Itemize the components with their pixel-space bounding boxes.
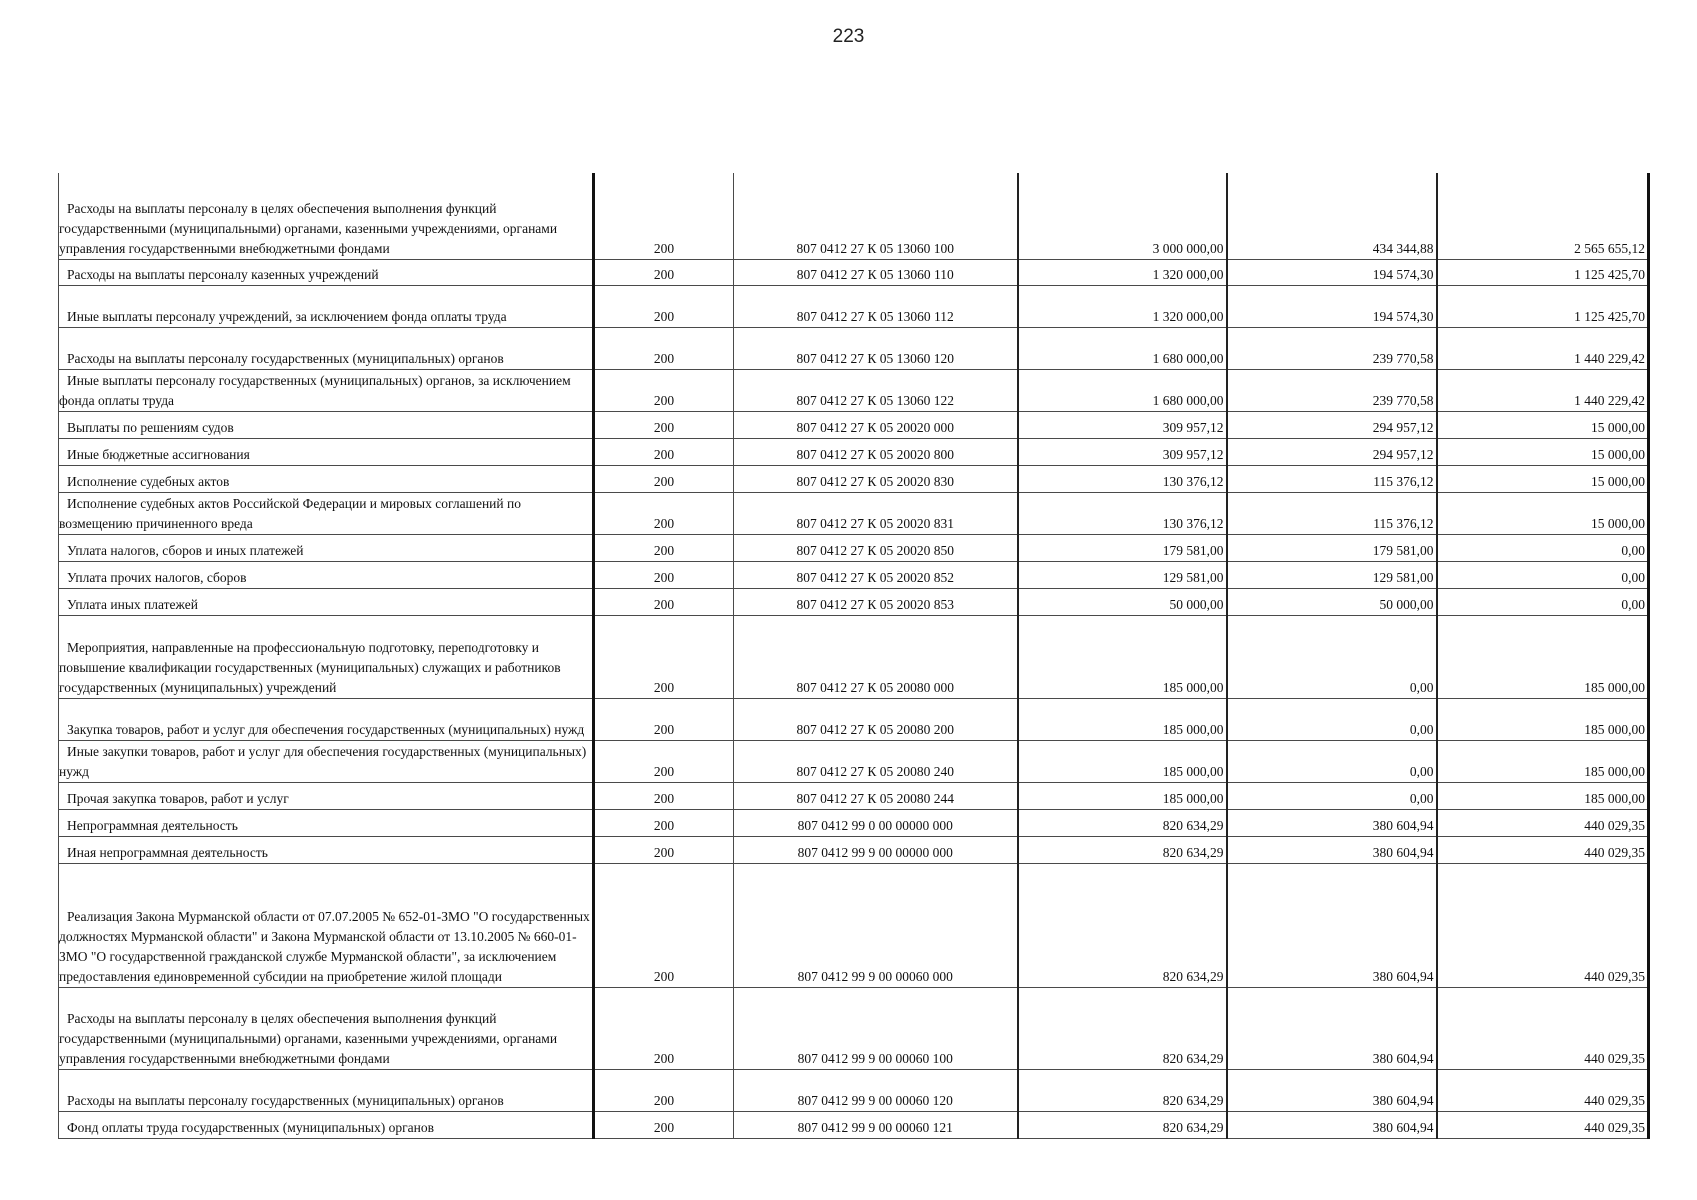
table-row xyxy=(59,465,1649,492)
line-code-cell: 200 xyxy=(594,369,734,411)
table-row xyxy=(59,782,1649,809)
executed-amount-cell: 0,00 xyxy=(1227,740,1437,782)
approved-amount-cell: 820 634,29 xyxy=(1018,809,1227,836)
line-code-cell: 200 xyxy=(594,782,734,809)
classification-code-cell: 807 0412 27 К 05 13060 112 xyxy=(734,285,1018,327)
line-code-cell: 200 xyxy=(594,534,734,561)
line-code-cell: 200 xyxy=(594,987,734,1069)
executed-amount-cell: 115 376,12 xyxy=(1227,492,1437,534)
classification-code-cell: 807 0412 99 9 00 00000 000 xyxy=(734,836,1018,863)
approved-amount-cell: 820 634,29 xyxy=(1018,987,1227,1069)
line-code-cell: 200 xyxy=(594,173,734,259)
executed-amount-cell: 194 574,30 xyxy=(1227,259,1437,285)
approved-amount-cell: 820 634,29 xyxy=(1018,1111,1227,1138)
unexecuted-amount-cell: 440 029,35 xyxy=(1437,987,1649,1069)
executed-amount-cell: 179 581,00 xyxy=(1227,534,1437,561)
approved-amount-cell: 1 680 000,00 xyxy=(1018,327,1227,369)
line-code-cell: 200 xyxy=(594,588,734,615)
executed-amount-cell: 380 604,94 xyxy=(1227,1069,1437,1111)
budget-execution-table xyxy=(58,173,1650,1139)
classification-code-cell: 807 0412 27 К 05 13060 120 xyxy=(734,327,1018,369)
executed-amount-cell: 380 604,94 xyxy=(1227,809,1437,836)
classification-code-cell: 807 0412 99 0 00 00000 000 xyxy=(734,809,1018,836)
approved-amount-cell: 1 680 000,00 xyxy=(1018,369,1227,411)
unexecuted-amount-cell: 2 565 655,12 xyxy=(1437,173,1649,259)
line-code-cell: 200 xyxy=(594,698,734,740)
unexecuted-amount-cell: 185 000,00 xyxy=(1437,698,1649,740)
classification-code-cell: 807 0412 27 К 05 20020 800 xyxy=(734,438,1018,465)
expense-name-cell: Реализация Закона Мурманской области от 07.07.2005 № 652-01-ЗМО "О государственных должностях Мурманской области" и Закона Мурманской области от 13.10.2005 № 660-01-ЗМО "О государственной гражданской службе Мурманской области", за исключением предоставления единовременной субсидии на приобретение жилой площади xyxy=(59,863,594,987)
executed-amount-cell: 0,00 xyxy=(1227,782,1437,809)
table-row xyxy=(59,492,1649,534)
expense-name-cell: Закупка товаров, работ и услуг для обеспечения государственных (муниципальных) нужд xyxy=(59,698,594,740)
line-code-cell: 200 xyxy=(594,863,734,987)
classification-code-cell: 807 0412 27 К 05 20020 831 xyxy=(734,492,1018,534)
expense-name-cell: Уплата прочих налогов, сборов xyxy=(59,561,594,588)
table-row xyxy=(59,1069,1649,1111)
approved-amount-cell: 185 000,00 xyxy=(1018,698,1227,740)
line-code-cell: 200 xyxy=(594,465,734,492)
unexecuted-amount-cell: 440 029,35 xyxy=(1437,809,1649,836)
unexecuted-amount-cell: 1 125 425,70 xyxy=(1437,259,1649,285)
classification-code-cell: 807 0412 27 К 05 20020 853 xyxy=(734,588,1018,615)
approved-amount-cell: 179 581,00 xyxy=(1018,534,1227,561)
unexecuted-amount-cell: 440 029,35 xyxy=(1437,1069,1649,1111)
executed-amount-cell: 294 957,12 xyxy=(1227,438,1437,465)
table-row xyxy=(59,173,1649,259)
expense-name-cell: Расходы на выплаты персоналу государственных (муниципальных) органов xyxy=(59,1069,594,1111)
approved-amount-cell: 1 320 000,00 xyxy=(1018,285,1227,327)
expense-name-cell: Расходы на выплаты персоналу казенных учреждений xyxy=(59,259,594,285)
line-code-cell: 200 xyxy=(594,809,734,836)
table-row xyxy=(59,588,1649,615)
table-row xyxy=(59,369,1649,411)
line-code-cell: 200 xyxy=(594,327,734,369)
unexecuted-amount-cell: 440 029,35 xyxy=(1437,1111,1649,1138)
classification-code-cell: 807 0412 27 К 05 20080 244 xyxy=(734,782,1018,809)
classification-code-cell: 807 0412 99 9 00 00060 000 xyxy=(734,863,1018,987)
line-code-cell: 200 xyxy=(594,438,734,465)
executed-amount-cell: 0,00 xyxy=(1227,698,1437,740)
classification-code-cell: 807 0412 27 К 05 13060 110 xyxy=(734,259,1018,285)
classification-code-cell: 807 0412 27 К 05 20020 000 xyxy=(734,411,1018,438)
executed-amount-cell: 294 957,12 xyxy=(1227,411,1437,438)
classification-code-cell: 807 0412 27 К 05 20020 852 xyxy=(734,561,1018,588)
classification-code-cell: 807 0412 27 К 05 20080 240 xyxy=(734,740,1018,782)
executed-amount-cell: 115 376,12 xyxy=(1227,465,1437,492)
approved-amount-cell: 130 376,12 xyxy=(1018,465,1227,492)
line-code-cell: 200 xyxy=(594,615,734,698)
table-row xyxy=(59,698,1649,740)
executed-amount-cell: 129 581,00 xyxy=(1227,561,1437,588)
approved-amount-cell: 820 634,29 xyxy=(1018,836,1227,863)
approved-amount-cell: 3 000 000,00 xyxy=(1018,173,1227,259)
line-code-cell: 200 xyxy=(594,411,734,438)
approved-amount-cell: 185 000,00 xyxy=(1018,782,1227,809)
expense-name-cell: Иные закупки товаров, работ и услуг для обеспечения государственных (муниципальных) нужд xyxy=(59,740,594,782)
expense-name-cell: Фонд оплаты труда государственных (муниципальных) органов xyxy=(59,1111,594,1138)
expense-name-cell: Исполнение судебных актов xyxy=(59,465,594,492)
executed-amount-cell: 239 770,58 xyxy=(1227,327,1437,369)
approved-amount-cell: 130 376,12 xyxy=(1018,492,1227,534)
approved-amount-cell: 129 581,00 xyxy=(1018,561,1227,588)
classification-code-cell: 807 0412 27 К 05 20080 200 xyxy=(734,698,1018,740)
line-code-cell: 200 xyxy=(594,1111,734,1138)
line-code-cell: 200 xyxy=(594,259,734,285)
approved-amount-cell: 820 634,29 xyxy=(1018,1069,1227,1111)
line-code-cell: 200 xyxy=(594,836,734,863)
expense-name-cell: Расходы на выплаты персоналу государственных (муниципальных) органов xyxy=(59,327,594,369)
expense-name-cell: Иная непрограммная деятельность xyxy=(59,836,594,863)
page-number: 223 xyxy=(832,26,865,47)
table-body xyxy=(59,173,1649,1138)
table-row xyxy=(59,863,1649,987)
unexecuted-amount-cell: 15 000,00 xyxy=(1437,492,1649,534)
classification-code-cell: 807 0412 99 9 00 00060 121 xyxy=(734,1111,1018,1138)
table-row xyxy=(59,740,1649,782)
unexecuted-amount-cell: 1 125 425,70 xyxy=(1437,285,1649,327)
unexecuted-amount-cell: 185 000,00 xyxy=(1437,615,1649,698)
expense-name-cell: Расходы на выплаты персоналу в целях обеспечения выполнения функций государственными (муниципальными) органами, казенными учреждениями, органами управления государственными внебюджетными фондами xyxy=(59,173,594,259)
approved-amount-cell: 50 000,00 xyxy=(1018,588,1227,615)
expense-name-cell: Исполнение судебных актов Российской Федерации и мировых соглашений по возмещению причиненного вреда xyxy=(59,492,594,534)
unexecuted-amount-cell: 440 029,35 xyxy=(1437,863,1649,987)
unexecuted-amount-cell: 440 029,35 xyxy=(1437,836,1649,863)
approved-amount-cell: 185 000,00 xyxy=(1018,740,1227,782)
approved-amount-cell: 185 000,00 xyxy=(1018,615,1227,698)
unexecuted-amount-cell: 185 000,00 xyxy=(1437,740,1649,782)
expense-name-cell: Расходы на выплаты персоналу в целях обеспечения выполнения функций государственными (муниципальными) органами, казенными учреждениями, органами управления государственными внебюджетными фондами xyxy=(59,987,594,1069)
approved-amount-cell: 309 957,12 xyxy=(1018,438,1227,465)
classification-code-cell: 807 0412 27 К 05 13060 100 xyxy=(734,173,1018,259)
unexecuted-amount-cell: 1 440 229,42 xyxy=(1437,369,1649,411)
classification-code-cell: 807 0412 27 К 05 20020 850 xyxy=(734,534,1018,561)
executed-amount-cell: 0,00 xyxy=(1227,615,1437,698)
line-code-cell: 200 xyxy=(594,740,734,782)
unexecuted-amount-cell: 15 000,00 xyxy=(1437,465,1649,492)
expense-name-cell: Уплата иных платежей xyxy=(59,588,594,615)
table-row xyxy=(59,438,1649,465)
classification-code-cell: 807 0412 99 9 00 00060 120 xyxy=(734,1069,1018,1111)
executed-amount-cell: 194 574,30 xyxy=(1227,285,1437,327)
expense-name-cell: Непрограммная деятельность xyxy=(59,809,594,836)
table-row xyxy=(59,1111,1649,1138)
classification-code-cell: 807 0412 27 К 05 13060 122 xyxy=(734,369,1018,411)
table-row xyxy=(59,259,1649,285)
expense-name-cell: Уплата налогов, сборов и иных платежей xyxy=(59,534,594,561)
executed-amount-cell: 380 604,94 xyxy=(1227,863,1437,987)
classification-code-cell: 807 0412 27 К 05 20020 830 xyxy=(734,465,1018,492)
unexecuted-amount-cell: 15 000,00 xyxy=(1437,438,1649,465)
unexecuted-amount-cell: 0,00 xyxy=(1437,534,1649,561)
approved-amount-cell: 1 320 000,00 xyxy=(1018,259,1227,285)
line-code-cell: 200 xyxy=(594,285,734,327)
executed-amount-cell: 380 604,94 xyxy=(1227,836,1437,863)
table-row xyxy=(59,836,1649,863)
unexecuted-amount-cell: 0,00 xyxy=(1437,588,1649,615)
executed-amount-cell: 380 604,94 xyxy=(1227,987,1437,1069)
table-row xyxy=(59,285,1649,327)
expense-name-cell: Иные выплаты персоналу учреждений, за исключением фонда оплаты труда xyxy=(59,285,594,327)
unexecuted-amount-cell: 0,00 xyxy=(1437,561,1649,588)
expense-name-cell: Выплаты по решениям судов xyxy=(59,411,594,438)
table-row xyxy=(59,561,1649,588)
approved-amount-cell: 309 957,12 xyxy=(1018,411,1227,438)
table-row xyxy=(59,327,1649,369)
executed-amount-cell: 380 604,94 xyxy=(1227,1111,1437,1138)
line-code-cell: 200 xyxy=(594,492,734,534)
line-code-cell: 200 xyxy=(594,561,734,588)
approved-amount-cell: 820 634,29 xyxy=(1018,863,1227,987)
expense-name-cell: Иные выплаты персоналу государственных (муниципальных) органов, за исключением фонда оплаты труда xyxy=(59,369,594,411)
executed-amount-cell: 434 344,88 xyxy=(1227,173,1437,259)
classification-code-cell: 807 0412 27 К 05 20080 000 xyxy=(734,615,1018,698)
expense-name-cell: Прочая закупка товаров, работ и услуг xyxy=(59,782,594,809)
unexecuted-amount-cell: 15 000,00 xyxy=(1437,411,1649,438)
table-row xyxy=(59,411,1649,438)
executed-amount-cell: 239 770,58 xyxy=(1227,369,1437,411)
table-row xyxy=(59,987,1649,1069)
table-row xyxy=(59,809,1649,836)
table-row xyxy=(59,534,1649,561)
table-row xyxy=(59,615,1649,698)
unexecuted-amount-cell: 1 440 229,42 xyxy=(1437,327,1649,369)
expense-name-cell: Мероприятия, направленные на профессиональную подготовку, переподготовку и повышение квалификации государственных (муниципальных) служащих и работников государственных (муниципальных) учреждений xyxy=(59,615,594,698)
unexecuted-amount-cell: 185 000,00 xyxy=(1437,782,1649,809)
classification-code-cell: 807 0412 99 9 00 00060 100 xyxy=(734,987,1018,1069)
expense-name-cell: Иные бюджетные ассигнования xyxy=(59,438,594,465)
executed-amount-cell: 50 000,00 xyxy=(1227,588,1437,615)
line-code-cell: 200 xyxy=(594,1069,734,1111)
